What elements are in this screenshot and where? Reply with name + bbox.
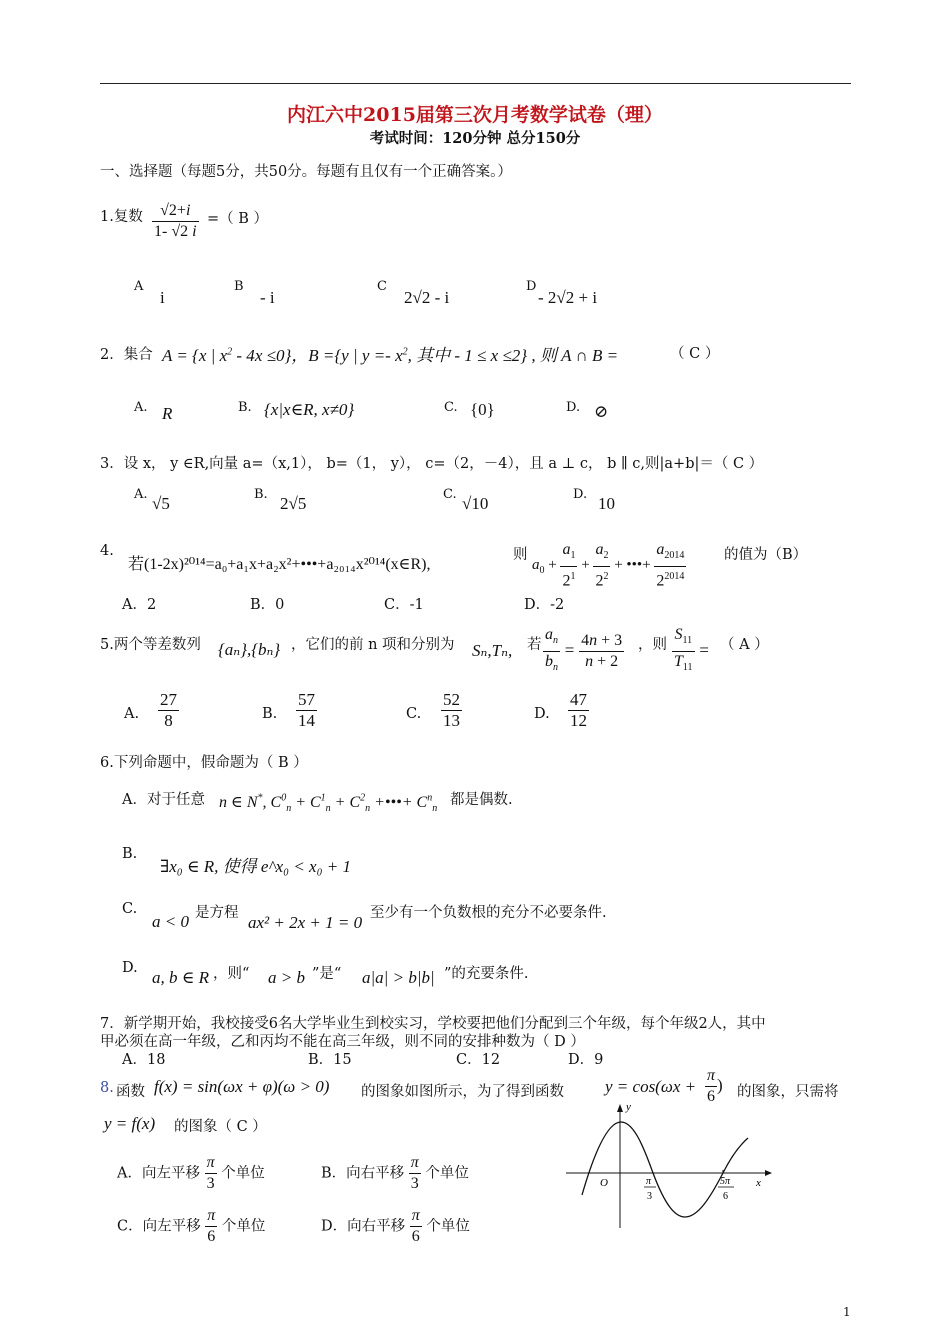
q3-opt-c: √10 <box>462 494 489 513</box>
q6-opt-b-label: B. <box>122 846 138 862</box>
q8-target-shift: $\frac{\pi}{6}$ ) <box>707 1067 723 1105</box>
q1-opt-b-label: B <box>234 279 244 294</box>
q7-opt-c: C．12 <box>456 1052 501 1068</box>
q1-stem: 1.复数 <box>100 209 143 225</box>
q3-opt-a: √5 <box>152 494 170 513</box>
q3-opt-b-label: B. <box>254 487 268 502</box>
x-axis-label: x <box>756 1177 761 1189</box>
q6-opt-a-tail: 都是偶数. <box>450 792 513 808</box>
q8-opt-b: B．向右平移 $\frac{\pi}{3}$ 个单位 <box>321 1154 469 1192</box>
y-axis-label: y <box>626 1101 631 1113</box>
sine-graph <box>560 1100 775 1232</box>
q2-opt-a-label: A. <box>134 400 148 415</box>
q6-opt-a-label: A．对于任意 <box>122 792 205 808</box>
q5-stem: 5.两个等差数列 <box>100 637 201 653</box>
q6-opt-c-mid: 是方程 <box>195 905 239 921</box>
q5-opt-b-label: B. <box>262 706 278 722</box>
q8-opt-a: A．向左平移 $\frac{\pi}{3}$ 个单位 <box>117 1154 265 1192</box>
q4-expansion: 若(1-2x)²⁰¹⁴=a₀+a₁x+a₂x²+•••+a₂₀₁₄x²⁰¹⁴(x∈R), <box>128 556 431 573</box>
q1-opt-d-label: D <box>526 279 537 294</box>
q3-opt-b: 2√5 <box>280 494 307 513</box>
q4-opt-b: B．0 <box>250 597 285 613</box>
q7-line1: 7．新学期开始，我校接受6名大学毕业生到校实习，学校要把他们分配到三个年级，每个年级2人，其中 <box>100 1016 766 1032</box>
q6-opt-a-math: n ∈ N*, $C^0_n + C^1_n + C^2_n$ +•••+ $C^n_n$ <box>219 792 438 815</box>
q5-opt-a: $\frac{27}{8}$ <box>160 690 177 730</box>
q2-opt-c: {0} <box>470 400 495 419</box>
header-rule <box>100 83 851 84</box>
q8-target-function: y = cos(ωx + <box>605 1077 697 1096</box>
q1-opt-d: - 2√2 + i <box>538 288 598 307</box>
page-number: 1 <box>843 1305 851 1319</box>
q1-fraction: $\frac{√2+i}{1- √2 i}$ <box>154 202 197 240</box>
tick1-num: π <box>646 1176 652 1187</box>
q2-opt-d: ⊘ <box>594 402 609 421</box>
q8-opt-d: D．向右平移 $\frac{\pi}{6}$ 个单位 <box>321 1207 470 1245</box>
q1-opt-c-label: C <box>377 279 387 294</box>
q5-opt-b: $\frac{57}{14}$ <box>298 690 315 730</box>
q3-opt-c-label: C. <box>443 487 457 502</box>
q5-opt-a-label: A. <box>124 706 140 722</box>
q6-opt-c-tail: 至少有一个负数根的充分不必要条件. <box>370 905 607 921</box>
q1-answer: =（ B ） <box>207 211 269 227</box>
q4-number: 4. <box>100 543 114 559</box>
q3-opt-d-label: D. <box>573 487 588 502</box>
q5-opt-d-label: D. <box>534 706 550 722</box>
q2-opt-c-label: C. <box>444 400 458 415</box>
q7-opt-d: D．9 <box>568 1052 604 1068</box>
q2-opt-a: R <box>162 404 173 423</box>
q5-opt-c: $\frac{52}{13}$ <box>443 690 460 730</box>
q1-opt-a: i <box>160 288 165 307</box>
q6-opt-d-m3: a|a| > b|b| <box>362 968 435 987</box>
q5-opt-c-label: C. <box>406 706 422 722</box>
q5-answer: （ A ） <box>720 637 769 653</box>
q8-stem-a: 函数 <box>116 1084 145 1100</box>
q6-opt-d-mid: ，则“ <box>213 966 250 982</box>
q8-fx: y = f(x) <box>104 1114 156 1133</box>
q6-opt-d-math: a, b ∈ R <box>152 968 209 987</box>
q6-opt-d-mid2: ”是“ <box>312 966 342 982</box>
q4-opt-a: A．2 <box>122 597 157 613</box>
q6-opt-c-label: C. <box>122 901 138 917</box>
q3-opt-a-label: A. <box>134 487 148 502</box>
y-axis-arrow <box>617 1104 623 1112</box>
q2-set-a: A = {x | $x^2 - 4x \le 0$}，B ={y | $y =- x^2$, 其中 - 1 ≤ x ≤2} , 则 A ∩ B = <box>162 346 619 365</box>
tick2-den: 6 <box>723 1191 728 1202</box>
q7-opt-b: B．15 <box>308 1052 352 1068</box>
q8-stem-b: 的图象如图所示，为了得到函数 <box>361 1084 564 1100</box>
sine-curve <box>582 1122 748 1217</box>
q4-sum: $a_0$ + $\frac{a_1}{2^1}$ + $\frac{a_2}{2^2}$ + •••+ $\frac{a_{2014}}{2^{2014}}$ <box>532 541 685 590</box>
q5-ze: ，则 <box>638 637 667 653</box>
q1-opt-c: 2√2 - i <box>404 288 450 307</box>
q6-opt-c-eq: ax² + 2x + 1 = 0 <box>248 913 363 932</box>
q5-sums: Sₙ,Tₙ, <box>472 641 513 660</box>
q2-opt-b-label: B. <box>238 400 252 415</box>
q2-opt-d-label: D. <box>566 400 581 415</box>
q5-opt-d: $\frac{47}{12}$ <box>570 690 587 730</box>
q8-number: 8. <box>100 1080 114 1096</box>
q3-stem: 3．设 x， y ∈R,向量 a=（x,1）， b=（1， y）， c=（2，－4），且 a ⊥ c， b ∥ c,则|a+b|＝（ C ） <box>100 456 764 472</box>
section-heading: 一、选择题（每题5分，共50分。每题有且仅有一个正确答案。） <box>100 164 512 180</box>
q5-target: $\frac{S_{11}}{T_{11}}$ = <box>674 626 709 674</box>
q6-opt-b-math: ∃x₀ ∈ R, 使得 e^x₀ < x₀ + 1 <box>160 857 351 876</box>
q5-sequences: {aₙ},{bₙ} <box>218 640 281 659</box>
tick1-den: 3 <box>647 1191 652 1202</box>
q4-opt-c: C．-1 <box>384 597 424 613</box>
q3-opt-d: 10 <box>598 494 615 513</box>
q5-ratio: $\frac{a_n}{b_n}$ = $\frac{4n + 3}{n + 2}$ <box>545 626 623 674</box>
q6-stem: 6.下列命题中，假命题为（ B ） <box>100 755 308 771</box>
q2-opt-b: {x|x∈R, x≠0} <box>264 400 355 419</box>
q2-answer: （ C ） <box>670 346 720 362</box>
q5-ruo: 若 <box>527 637 542 653</box>
q8-function: f(x) = sin(ωx + φ)(ω > 0) <box>154 1077 330 1096</box>
tick2-num: 5π <box>720 1176 731 1187</box>
x-axis-arrow <box>765 1170 772 1176</box>
q5-mid: ，它们的前 n 项和分别为 <box>291 637 455 653</box>
q6-opt-c-math: a < 0 <box>152 912 189 931</box>
q7-opt-a: A．18 <box>122 1052 166 1068</box>
q4-tail: 的值为（B） <box>724 547 808 563</box>
q8-opt-c: C．向左平移 $\frac{\pi}{6}$ 个单位 <box>117 1207 266 1245</box>
q6-opt-d-m2: a > b <box>268 968 305 987</box>
q1-opt-b: - i <box>260 288 275 307</box>
q1-opt-a-label: A <box>134 279 144 294</box>
q6-opt-d-label: D. <box>122 960 138 976</box>
q6-opt-d-tail: ”的充要条件. <box>444 966 529 982</box>
exam-subtitle: 考试时间：120分钟 总分150分 <box>369 130 581 147</box>
q4-opt-d: D．-2 <box>524 597 565 613</box>
q4-ze: 则 <box>513 547 528 563</box>
q8-line2: 的图象（ C ） <box>174 1119 267 1135</box>
q2-stem: 2．集合 <box>100 347 153 363</box>
origin-label: O <box>600 1177 608 1189</box>
q7-line2: 甲必须在高一年级，乙和丙均不能在高三年级，则不同的安排种数为（ D ） <box>100 1034 585 1050</box>
q8-stem-c: 的图象，只需将 <box>737 1084 839 1100</box>
exam-title: 内江六中2015届第三次月考数学试卷（理） <box>287 104 663 126</box>
